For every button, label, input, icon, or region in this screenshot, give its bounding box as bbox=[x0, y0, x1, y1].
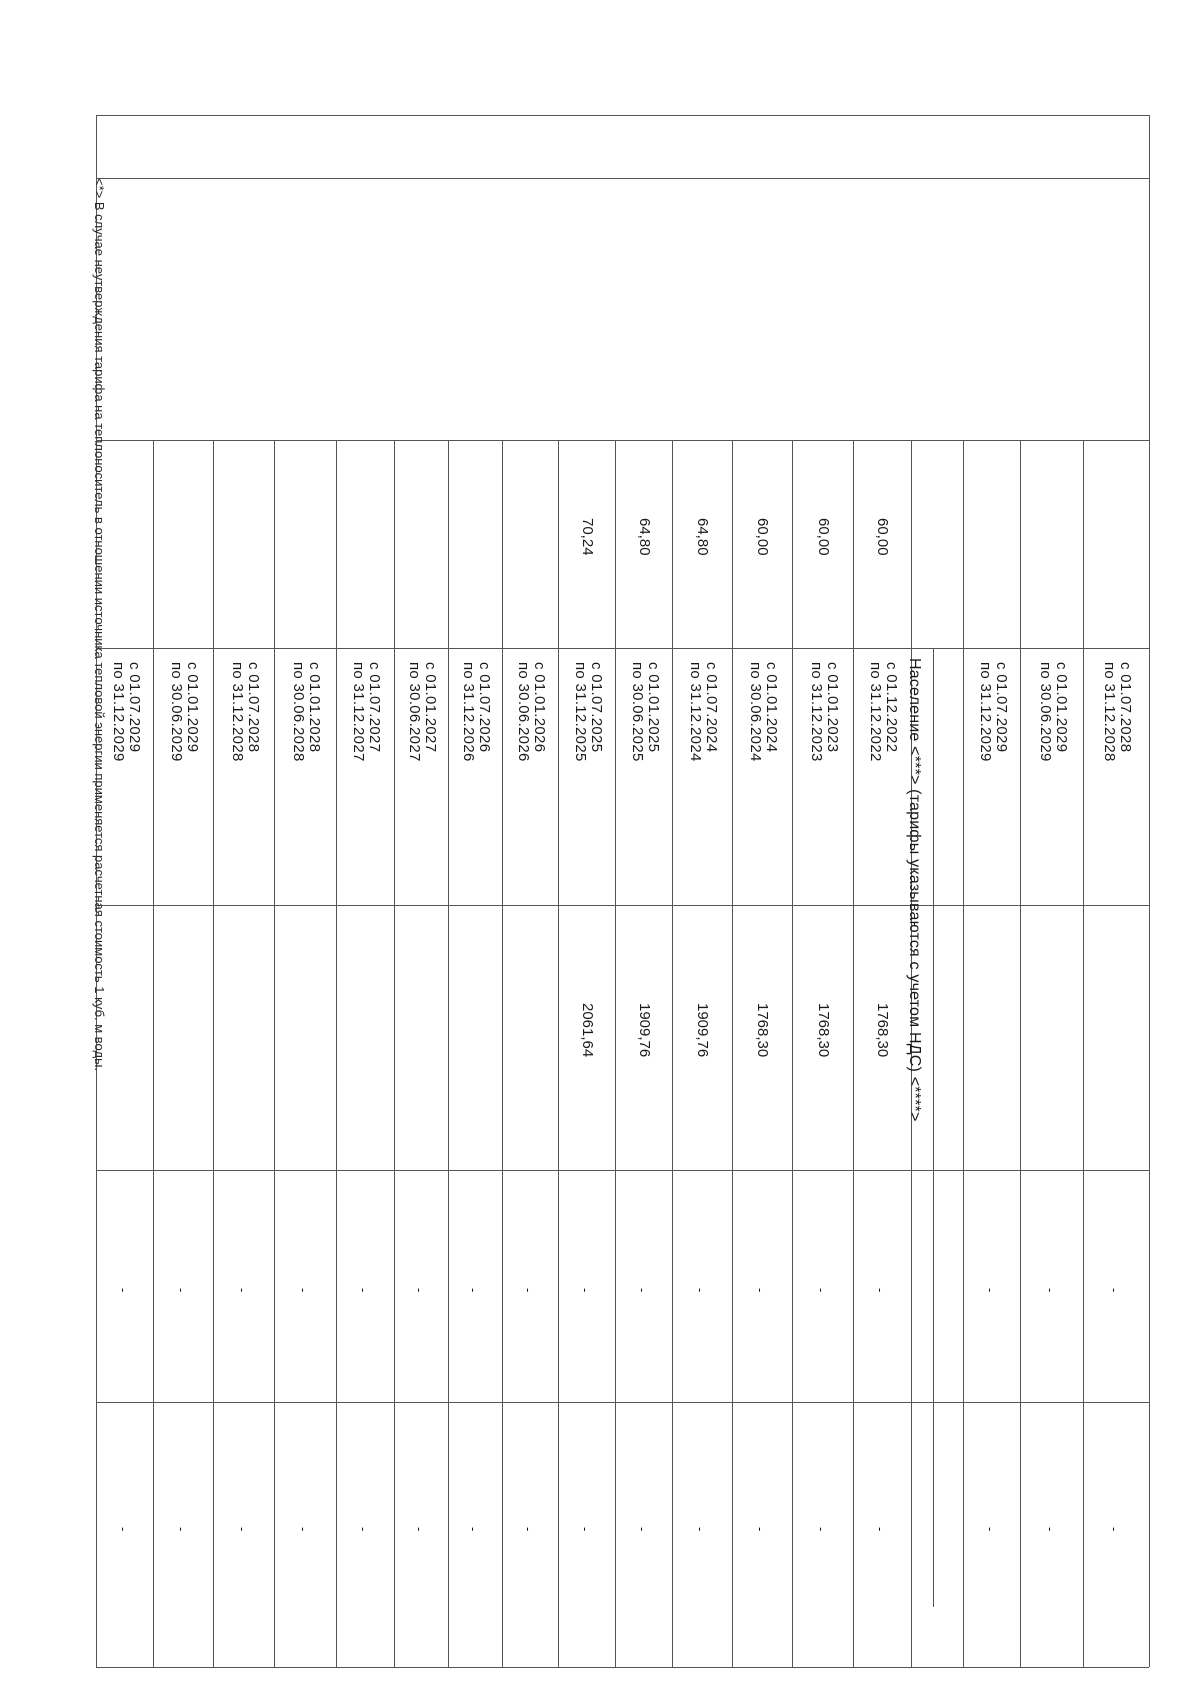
column-separator bbox=[96, 1170, 1149, 1171]
period-cell bbox=[110, 662, 142, 762]
period-cell bbox=[1037, 662, 1069, 762]
period-cell bbox=[229, 662, 261, 762]
row-separator bbox=[853, 440, 854, 1667]
period-start: с 01.12.2022 bbox=[883, 662, 900, 753]
period-end: по 31.12.2023 bbox=[807, 662, 825, 762]
dash-cell: - bbox=[521, 1288, 536, 1293]
period-start: с 01.01.2028 bbox=[306, 662, 323, 753]
dash-cell: - bbox=[577, 1288, 593, 1293]
period-start: с 01.07.2028 bbox=[244, 662, 262, 753]
tariff-value: 1768,30 bbox=[814, 1003, 832, 1058]
dash-cell: - bbox=[813, 1288, 829, 1293]
period-end: по 30.06.2029 bbox=[1036, 662, 1054, 762]
period-cell bbox=[168, 662, 200, 762]
rate-value: 64,80 bbox=[694, 518, 711, 556]
period-cell bbox=[350, 662, 382, 762]
period-start: с 01.07.2027 bbox=[366, 662, 383, 753]
row-separator bbox=[615, 440, 616, 1667]
dash-cell: - bbox=[521, 1527, 536, 1532]
tariff-value: 2061,64 bbox=[578, 1003, 596, 1058]
dash-cell: - bbox=[356, 1288, 371, 1293]
period-cell bbox=[1101, 662, 1133, 762]
period-start: с 01.07.2024 bbox=[703, 662, 720, 753]
dash-cell: - bbox=[873, 1527, 888, 1532]
dash-cell: - bbox=[174, 1527, 189, 1532]
period-end: по 30.06.2024 bbox=[747, 662, 764, 762]
section-title: Население <***> (тарифы указываются с учетом НДС) <****> bbox=[906, 658, 923, 1122]
period-end: по 30.06.2026 bbox=[515, 662, 532, 762]
dash-cell: - bbox=[693, 1527, 708, 1532]
period-start: с 01.07.2025 bbox=[587, 662, 605, 753]
period-start: с 01.01.2024 bbox=[763, 662, 780, 753]
period-end: по 31.12.2022 bbox=[867, 662, 884, 762]
rate-value: 64,80 bbox=[635, 518, 653, 556]
dash-cell: - bbox=[577, 1527, 593, 1532]
period-cell bbox=[629, 662, 661, 762]
period-start: с 01.07.2029 bbox=[992, 662, 1010, 753]
dash-cell: - bbox=[466, 1527, 481, 1532]
dash-cell: - bbox=[356, 1527, 371, 1532]
dash-cell: - bbox=[296, 1288, 311, 1293]
row-separator bbox=[792, 440, 793, 1667]
period-start: с 01.01.2023 bbox=[823, 662, 841, 753]
dash-cell: - bbox=[813, 1527, 829, 1532]
row-separator bbox=[394, 440, 395, 1667]
period-end: по 30.06.2028 bbox=[290, 662, 307, 762]
period-cell bbox=[867, 662, 899, 762]
dash-cell: - bbox=[1042, 1288, 1058, 1293]
period-cell bbox=[515, 662, 547, 762]
rate-value: 70,24 bbox=[578, 518, 596, 556]
period-cell bbox=[747, 662, 779, 762]
row-separator bbox=[502, 440, 503, 1667]
period-end: по 30.06.2025 bbox=[628, 662, 646, 762]
rate-value: 60,00 bbox=[874, 518, 891, 556]
period-start: с 01.07.2028 bbox=[1117, 662, 1134, 753]
tariff-value: 1909,76 bbox=[694, 1003, 711, 1058]
dash-cell: - bbox=[1107, 1288, 1122, 1293]
dash-cell: - bbox=[634, 1527, 650, 1532]
dash-cell: - bbox=[634, 1288, 650, 1293]
dash-cell: - bbox=[412, 1288, 427, 1293]
dash-cell: - bbox=[115, 1527, 131, 1532]
dash-cell: - bbox=[234, 1288, 250, 1293]
period-cell bbox=[460, 662, 492, 762]
period-start: с 01.07.2029 bbox=[125, 662, 143, 753]
row-separator bbox=[153, 440, 154, 1667]
dash-cell: - bbox=[466, 1288, 481, 1293]
dash-cell: - bbox=[1107, 1527, 1122, 1532]
dash-cell: - bbox=[412, 1527, 427, 1532]
period-end: по 30.06.2027 bbox=[406, 662, 423, 762]
period-start: с 01.01.2026 bbox=[531, 662, 548, 753]
period-start: с 01.01.2029 bbox=[1052, 662, 1070, 753]
dash-cell: - bbox=[174, 1288, 189, 1293]
frame-right bbox=[1149, 115, 1150, 1667]
row-separator bbox=[274, 440, 275, 1667]
dash-cell: - bbox=[693, 1288, 708, 1293]
row-separator bbox=[963, 440, 964, 1667]
rate-value: 60,00 bbox=[754, 518, 771, 556]
dash-cell: - bbox=[1042, 1527, 1058, 1532]
period-cell bbox=[290, 662, 322, 762]
period-end: по 31.12.2029 bbox=[109, 662, 127, 762]
dash-cell: - bbox=[234, 1527, 250, 1532]
dash-cell: - bbox=[982, 1288, 998, 1293]
period-end: по 31.12.2028 bbox=[228, 662, 246, 762]
period-end: по 30.06.2029 bbox=[168, 662, 185, 762]
frame-top bbox=[96, 115, 1149, 116]
column-separator bbox=[96, 1402, 1149, 1403]
row-separator bbox=[732, 440, 733, 1667]
dash-cell: - bbox=[296, 1527, 311, 1532]
period-cell bbox=[406, 662, 438, 762]
period-cell bbox=[687, 662, 719, 762]
period-end: по 31.12.2024 bbox=[687, 662, 704, 762]
dash-cell: - bbox=[982, 1527, 998, 1532]
row-separator bbox=[213, 440, 214, 1667]
period-cell bbox=[808, 662, 840, 762]
rate-value: 60,00 bbox=[814, 518, 832, 556]
tariff-value: 1909,76 bbox=[635, 1003, 653, 1058]
dash-cell: - bbox=[115, 1288, 131, 1293]
period-end: по 31.12.2028 bbox=[1101, 662, 1118, 762]
column-separator bbox=[96, 178, 1149, 179]
row-separator bbox=[1020, 440, 1021, 1667]
column-separator bbox=[96, 648, 1149, 649]
tariff-value: 1768,30 bbox=[754, 1003, 771, 1058]
column-separator bbox=[96, 440, 1149, 441]
footnote: <*> В случае неутверждения тарифа на теплоноситель в отношении источника тепловой энергии применяется расчетная стоимость 1 куб. м воды. bbox=[92, 178, 107, 1072]
period-end: по 31.12.2029 bbox=[976, 662, 994, 762]
frame-bottom bbox=[96, 1667, 1149, 1668]
row-separator bbox=[558, 440, 559, 1667]
dash-cell: - bbox=[873, 1288, 888, 1293]
period-start: с 01.01.2027 bbox=[422, 662, 439, 753]
period-end: по 31.12.2025 bbox=[571, 662, 589, 762]
period-end: по 31.12.2026 bbox=[460, 662, 477, 762]
section-band-edge bbox=[933, 648, 934, 1607]
row-separator bbox=[448, 440, 449, 1667]
row-separator bbox=[672, 440, 673, 1667]
row-separator bbox=[1083, 440, 1084, 1667]
row-separator bbox=[336, 440, 337, 1667]
period-cell bbox=[977, 662, 1009, 762]
dash-cell: - bbox=[753, 1527, 768, 1532]
tariff-value: 1768,30 bbox=[874, 1003, 891, 1058]
dash-cell: - bbox=[753, 1288, 768, 1293]
period-start: с 01.01.2029 bbox=[184, 662, 201, 753]
period-start: с 01.01.2025 bbox=[644, 662, 662, 753]
period-cell bbox=[572, 662, 604, 762]
column-separator bbox=[96, 905, 1149, 906]
period-end: по 31.12.2027 bbox=[350, 662, 367, 762]
period-start: с 01.07.2026 bbox=[476, 662, 493, 753]
